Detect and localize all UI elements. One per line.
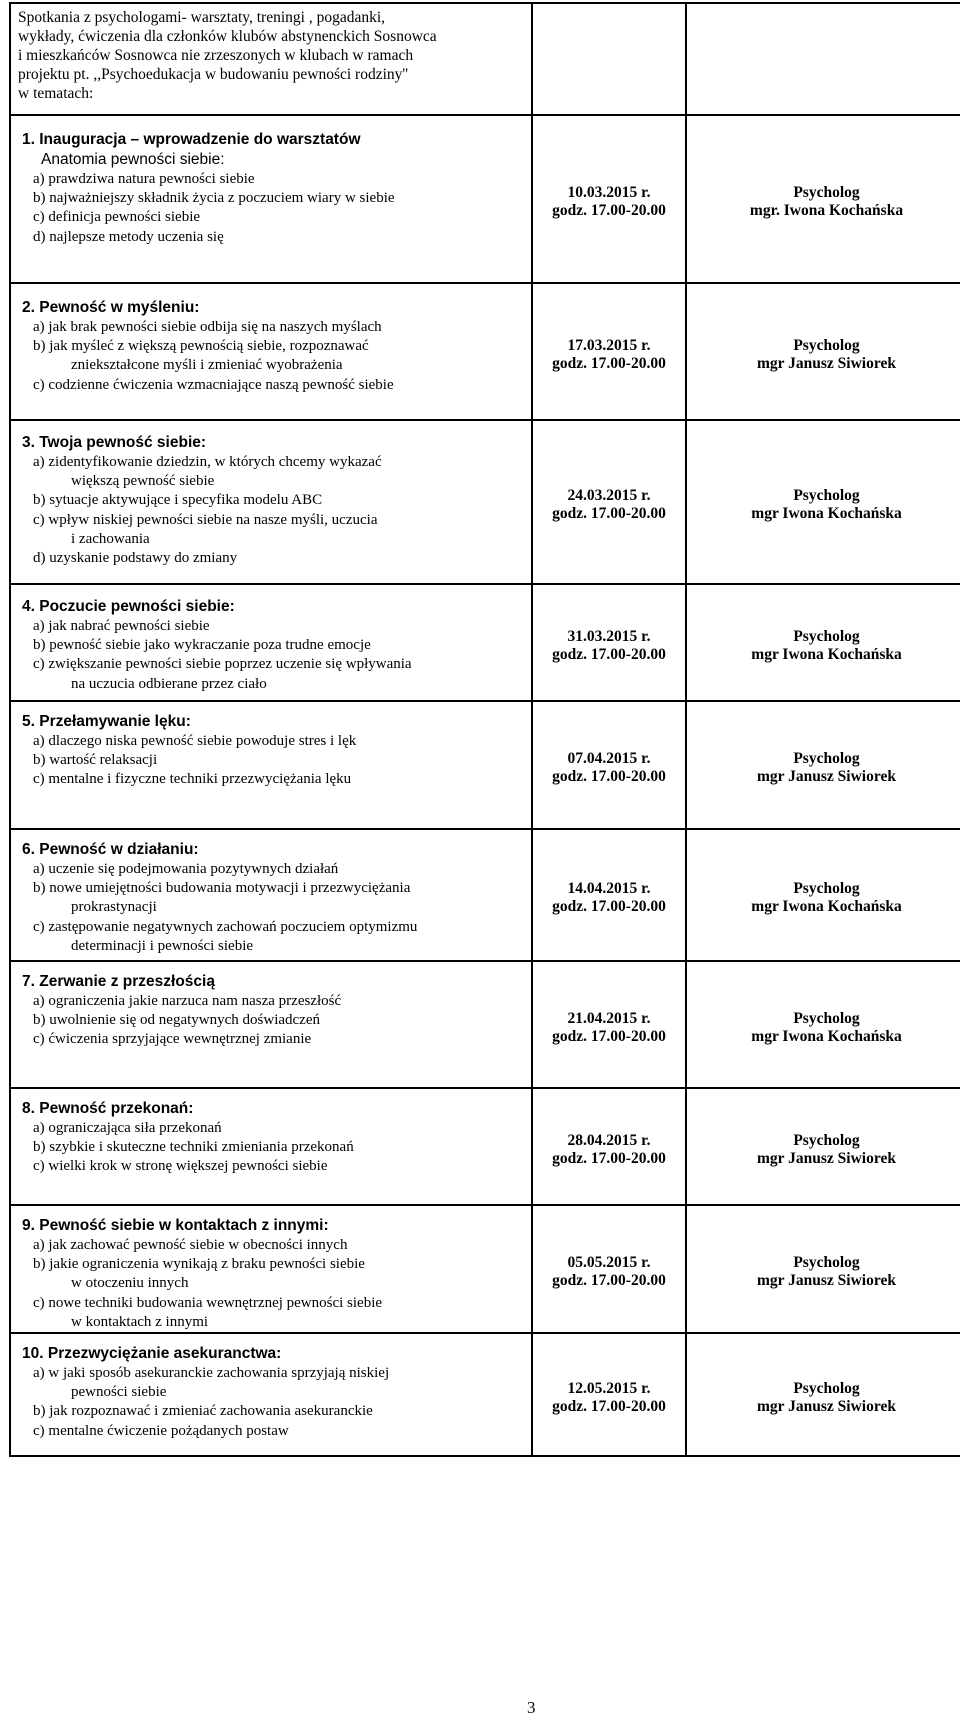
session-row [10, 420, 960, 584]
presenter-role: Psycholog [793, 627, 860, 645]
session-item [22, 732, 521, 751]
session-item-continuation: na uczucia odbierane przez ciało [71, 675, 267, 692]
session-when [533, 874, 685, 916]
session-date-cell [532, 283, 686, 420]
session-row [10, 115, 960, 283]
session-title: 3. Twoja pewność siebie: [22, 434, 207, 451]
session-item-continuation: determinacji i pewności siebie [71, 937, 254, 954]
session-item-continuation: zniekształcone myśli i zmieniać wyobrażenia [71, 357, 343, 374]
presenter-name: mgr Iwona Kochańska [751, 1027, 902, 1045]
session-date: 28.04.2015 r. [567, 1131, 651, 1149]
session-item-text: b) jakie ograniczenia wynikają z braku pewności siebie [33, 1256, 365, 1273]
session-item [22, 860, 521, 879]
session-item-text: b) jak rozpoznawać i zmieniać zachowania asekuranckie [33, 1403, 373, 1420]
session-person-cell [686, 584, 960, 701]
session-when [533, 1248, 685, 1290]
session-item [22, 1422, 521, 1441]
session-row [10, 961, 960, 1088]
session-item-text: b) uwolnienie się od negatywnych doświadczeń [33, 1012, 320, 1029]
session-time: godz. 17.00-20.00 [552, 1027, 666, 1045]
presenter-name: mgr Janusz Siwiorek [757, 1149, 896, 1167]
session-time: godz. 17.00-20.00 [552, 1272, 666, 1289]
session-item-text: c) ćwiczenia sprzyjające wewnętrznej zmianie [33, 1031, 312, 1048]
session-topic-cell [10, 829, 532, 961]
session-date: 14.04.2015 r. [567, 880, 651, 897]
session-presenter [687, 178, 960, 220]
session-title: 9. Pewność siebie w kontaktach z innymi: [22, 1217, 329, 1234]
session-title: 6. Pewność w działaniu: [22, 841, 199, 858]
session-item [22, 1157, 521, 1176]
session-topic-cell [10, 1088, 532, 1205]
presenter-name: mgr Iwona Kochańska [751, 505, 902, 522]
session-item [22, 1294, 521, 1332]
presenter-name: mgr Janusz Siwiorek [757, 1272, 896, 1289]
session-date: 07.04.2015 r. [567, 750, 651, 767]
session-item-continuation: w kontaktach z innymi [71, 1313, 209, 1330]
session-item-text: c) zwiększanie pewności siebie poprzez uczenie się wpływania [33, 656, 412, 673]
session-item [22, 337, 521, 375]
session-item-text: a) jak nabrać pewności siebie [33, 618, 210, 634]
intro-empty-cell-person [686, 3, 960, 115]
schedule-table [9, 2, 960, 1457]
session-item [22, 655, 521, 693]
session-person-cell [686, 1205, 960, 1333]
presenter-name: mgr Janusz Siwiorek [757, 1397, 896, 1415]
session-topic-cell [10, 961, 532, 1088]
session-item [22, 1236, 521, 1255]
session-item-text: a) ograniczająca siła przekonań [33, 1120, 222, 1136]
session-item-text: a) prawdziwa natura pewności siebie [33, 171, 255, 187]
session-item-text: b) sytuacje aktywujące i specyfika modelu ABC [33, 492, 323, 509]
presenter-role: Psycholog [793, 336, 860, 354]
session-item-continuation: i zachowania [71, 530, 150, 547]
session-row [10, 829, 960, 961]
intro-row [10, 3, 960, 115]
intro-line: wykłady, ćwiczenia dla członków klubów abstynenckich Sosnowca [18, 28, 437, 45]
session-item [22, 1138, 521, 1157]
session-item-text: c) mentalne ćwiczenie pożądanych postaw [33, 1422, 289, 1439]
session-item [22, 170, 521, 189]
session-item [22, 511, 521, 549]
session-item-text: b) wartość relaksacji [33, 752, 158, 769]
intro-line: Spotkania z psychologami- warsztaty, treningi , pogadanki, [18, 9, 386, 26]
session-item-text: a) jak brak pewności siebie odbija się na naszych myślach [33, 319, 382, 335]
session-person-cell [686, 420, 960, 584]
session-date: 24.03.2015 r. [567, 487, 651, 504]
session-person-cell [686, 829, 960, 961]
session-item [22, 770, 521, 789]
session-topic [11, 830, 531, 956]
session-presenter [687, 874, 960, 916]
session-topic-cell [10, 283, 532, 420]
session-title: 4. Poczucie pewności siebie: [22, 598, 235, 615]
session-topic [11, 1334, 531, 1441]
schedule-body [10, 3, 960, 1456]
session-title: 2. Pewność w myśleniu: [22, 299, 200, 316]
session-item-continuation: w otoczeniu innych [71, 1275, 189, 1292]
session-item-text: c) nowe techniki budowania wewnętrznej pewności siebie [33, 1294, 383, 1311]
session-time: godz. 17.00-20.00 [552, 768, 666, 785]
session-date-cell [532, 1205, 686, 1333]
session-item-text: a) zidentyfikowanie dziedzin, w których chcemy wykazać [33, 454, 382, 470]
session-topic [11, 1206, 531, 1332]
session-when [533, 1004, 685, 1046]
session-date-cell [532, 420, 686, 584]
session-date-cell [532, 1333, 686, 1456]
intro-cell [10, 3, 532, 115]
session-item [22, 1402, 521, 1421]
presenter-role: Psycholog [793, 750, 860, 767]
session-item-text: b) jak myśleć z większą pewnością siebie, rozpoznawać [33, 338, 369, 355]
session-date-cell [532, 961, 686, 1088]
session-topic-cell [10, 584, 532, 701]
session-topic-cell [10, 420, 532, 584]
session-title: 5. Przełamywanie lęku: [22, 713, 191, 730]
page-number: 3 [527, 1698, 536, 1717]
session-row [10, 283, 960, 420]
session-date: 12.05.2015 r. [567, 1379, 651, 1397]
session-date-cell [532, 115, 686, 283]
session-item [22, 318, 521, 337]
session-item [22, 751, 521, 770]
session-date: 31.03.2015 r. [567, 627, 651, 645]
session-subtitle: Anatomia pewności siebie: [41, 151, 225, 168]
intro-empty-cell-date [532, 3, 686, 115]
session-item-text: b) najważniejszy składnik życia z poczuciem wiary w siebie [33, 190, 395, 207]
session-date-cell [532, 829, 686, 961]
session-item-text: a) jak zachować pewność siebie w obecności innych [33, 1237, 348, 1253]
session-item-text: c) wielki krok w stronę większej pewności siebie [33, 1158, 328, 1175]
session-item [22, 1255, 521, 1293]
session-when [533, 331, 685, 373]
session-time: godz. 17.00-20.00 [552, 505, 666, 522]
session-time: godz. 17.00-20.00 [552, 202, 666, 219]
presenter-name: mgr Janusz Siwiorek [757, 354, 896, 372]
intro-line: i mieszkańców Sosnowca nie zrzeszonych w klubach w ramach [18, 47, 414, 64]
session-topic-cell [10, 1205, 532, 1333]
session-item [22, 1119, 521, 1138]
session-time: godz. 17.00-20.00 [552, 645, 666, 663]
session-time: godz. 17.00-20.00 [552, 898, 666, 915]
session-title: 7. Zerwanie z przeszłością [22, 973, 215, 990]
session-row [10, 584, 960, 701]
presenter-name: mgr Iwona Kochańska [751, 898, 902, 915]
session-item-text: b) nowe umiejętności budowania motywacji i przezwyciężania [33, 880, 411, 897]
presenter-name: mgr Janusz Siwiorek [757, 768, 896, 785]
session-date: 21.04.2015 r. [567, 1009, 651, 1027]
session-title: 8. Pewność przekonań: [22, 1100, 194, 1117]
session-item [22, 1011, 521, 1030]
session-presenter [687, 1374, 960, 1416]
session-when [533, 1126, 685, 1168]
session-item [22, 228, 521, 247]
presenter-role: Psycholog [793, 1254, 860, 1271]
intro-line: projektu pt. ,,Psychoedukacja w budowaniu pewności rodziny'' [18, 66, 408, 83]
session-item-text: d) uzyskanie podstawy do zmiany [33, 550, 238, 567]
session-presenter [687, 331, 960, 373]
session-date: 17.03.2015 r. [567, 336, 651, 354]
session-title: 1. Inauguracja – wprowadzenie do warsztatów [22, 131, 361, 148]
intro-line: w tematach: [18, 85, 94, 102]
session-presenter [687, 744, 960, 786]
presenter-role: Psycholog [793, 184, 860, 201]
presenter-name: mgr Iwona Kochańska [751, 645, 902, 663]
session-item-text: c) codzienne ćwiczenia wzmacniające naszą pewność siebie [33, 376, 394, 393]
session-topic [11, 421, 531, 568]
session-row [10, 1088, 960, 1205]
session-row [10, 1333, 960, 1456]
session-item [22, 453, 521, 491]
session-topic [11, 116, 531, 247]
session-topic-cell [10, 1333, 532, 1456]
session-item-text: a) w jaki sposób asekuranckie zachowania sprzyjają niskiej [33, 1365, 390, 1382]
session-item [22, 1030, 521, 1049]
session-when [533, 744, 685, 786]
presenter-role: Psycholog [793, 1379, 860, 1397]
session-item-text: d) najlepsze metody uczenia się [33, 228, 224, 245]
session-when [533, 481, 685, 523]
presenter-role: Psycholog [793, 1131, 860, 1149]
session-topic [11, 702, 531, 790]
presenter-role: Psycholog [793, 1009, 860, 1027]
session-date-cell [532, 1088, 686, 1205]
session-item [22, 918, 521, 956]
session-item [22, 1364, 521, 1402]
presenter-name: mgr. Iwona Kochańska [749, 202, 904, 219]
session-topic [11, 1089, 531, 1177]
session-item-text: a) dlaczego niska pewność siebie powoduje stres i lęk [33, 733, 357, 749]
session-topic-cell [10, 115, 532, 283]
session-item-text: a) uczenie się podejmowania pozytywnych działań [33, 861, 339, 877]
session-time: godz. 17.00-20.00 [552, 354, 666, 372]
session-person-cell [686, 283, 960, 420]
session-topic [11, 962, 531, 1050]
session-item-text: b) pewność siebie jako wykraczanie poza trudne emocje [33, 637, 371, 654]
session-item [22, 992, 521, 1011]
session-item-text: a) ograniczenia jakie narzuca nam nasza przeszłość [33, 993, 342, 1009]
session-presenter [687, 1004, 960, 1046]
session-person-cell [686, 1333, 960, 1456]
session-item [22, 376, 521, 395]
session-time: godz. 17.00-20.00 [552, 1397, 666, 1415]
session-topic-cell [10, 701, 532, 829]
session-item-text: c) zastępowanie negatywnych zachowań poczuciem optymizmu [33, 918, 418, 935]
session-item [22, 617, 521, 636]
session-item-text: c) mentalne i fizyczne techniki przezwyciężania lęku [33, 771, 352, 788]
session-item [22, 636, 521, 655]
session-item [22, 879, 521, 917]
session-when [533, 178, 685, 220]
session-person-cell [686, 961, 960, 1088]
session-item [22, 208, 521, 227]
session-row [10, 701, 960, 829]
session-presenter [687, 622, 960, 664]
session-presenter [687, 1248, 960, 1290]
session-when [533, 622, 685, 664]
session-item-continuation: prokrastynacji [71, 899, 157, 916]
session-date: 10.03.2015 r. [567, 184, 651, 201]
session-item-continuation: pewności siebie [71, 1384, 167, 1401]
session-item [22, 549, 521, 568]
session-title: 10. Przezwyciężanie asekuranctwa: [22, 1345, 282, 1363]
session-when [533, 1374, 685, 1416]
session-person-cell [686, 115, 960, 283]
session-item [22, 189, 521, 208]
session-date: 05.05.2015 r. [567, 1254, 651, 1271]
session-item-text: c) wpływ niskiej pewności siebie na nasze myśli, uczucia [33, 511, 378, 528]
session-topic [11, 284, 531, 395]
session-item-continuation: większą pewność siebie [71, 473, 215, 490]
session-item-text: b) szybkie i skuteczne techniki zmieniania przekonań [33, 1139, 354, 1156]
session-presenter [687, 1126, 960, 1168]
intro-text [11, 4, 531, 103]
session-topic [11, 585, 531, 694]
session-row [10, 1205, 960, 1333]
session-date-cell [532, 584, 686, 701]
session-person-cell [686, 701, 960, 829]
session-item [22, 491, 521, 510]
session-date-cell [532, 701, 686, 829]
presenter-role: Psycholog [793, 487, 860, 504]
session-time: godz. 17.00-20.00 [552, 1149, 666, 1167]
session-person-cell [686, 1088, 960, 1205]
session-item-text: c) definicja pewności siebie [33, 209, 201, 226]
session-presenter [687, 481, 960, 523]
presenter-role: Psycholog [793, 880, 860, 897]
